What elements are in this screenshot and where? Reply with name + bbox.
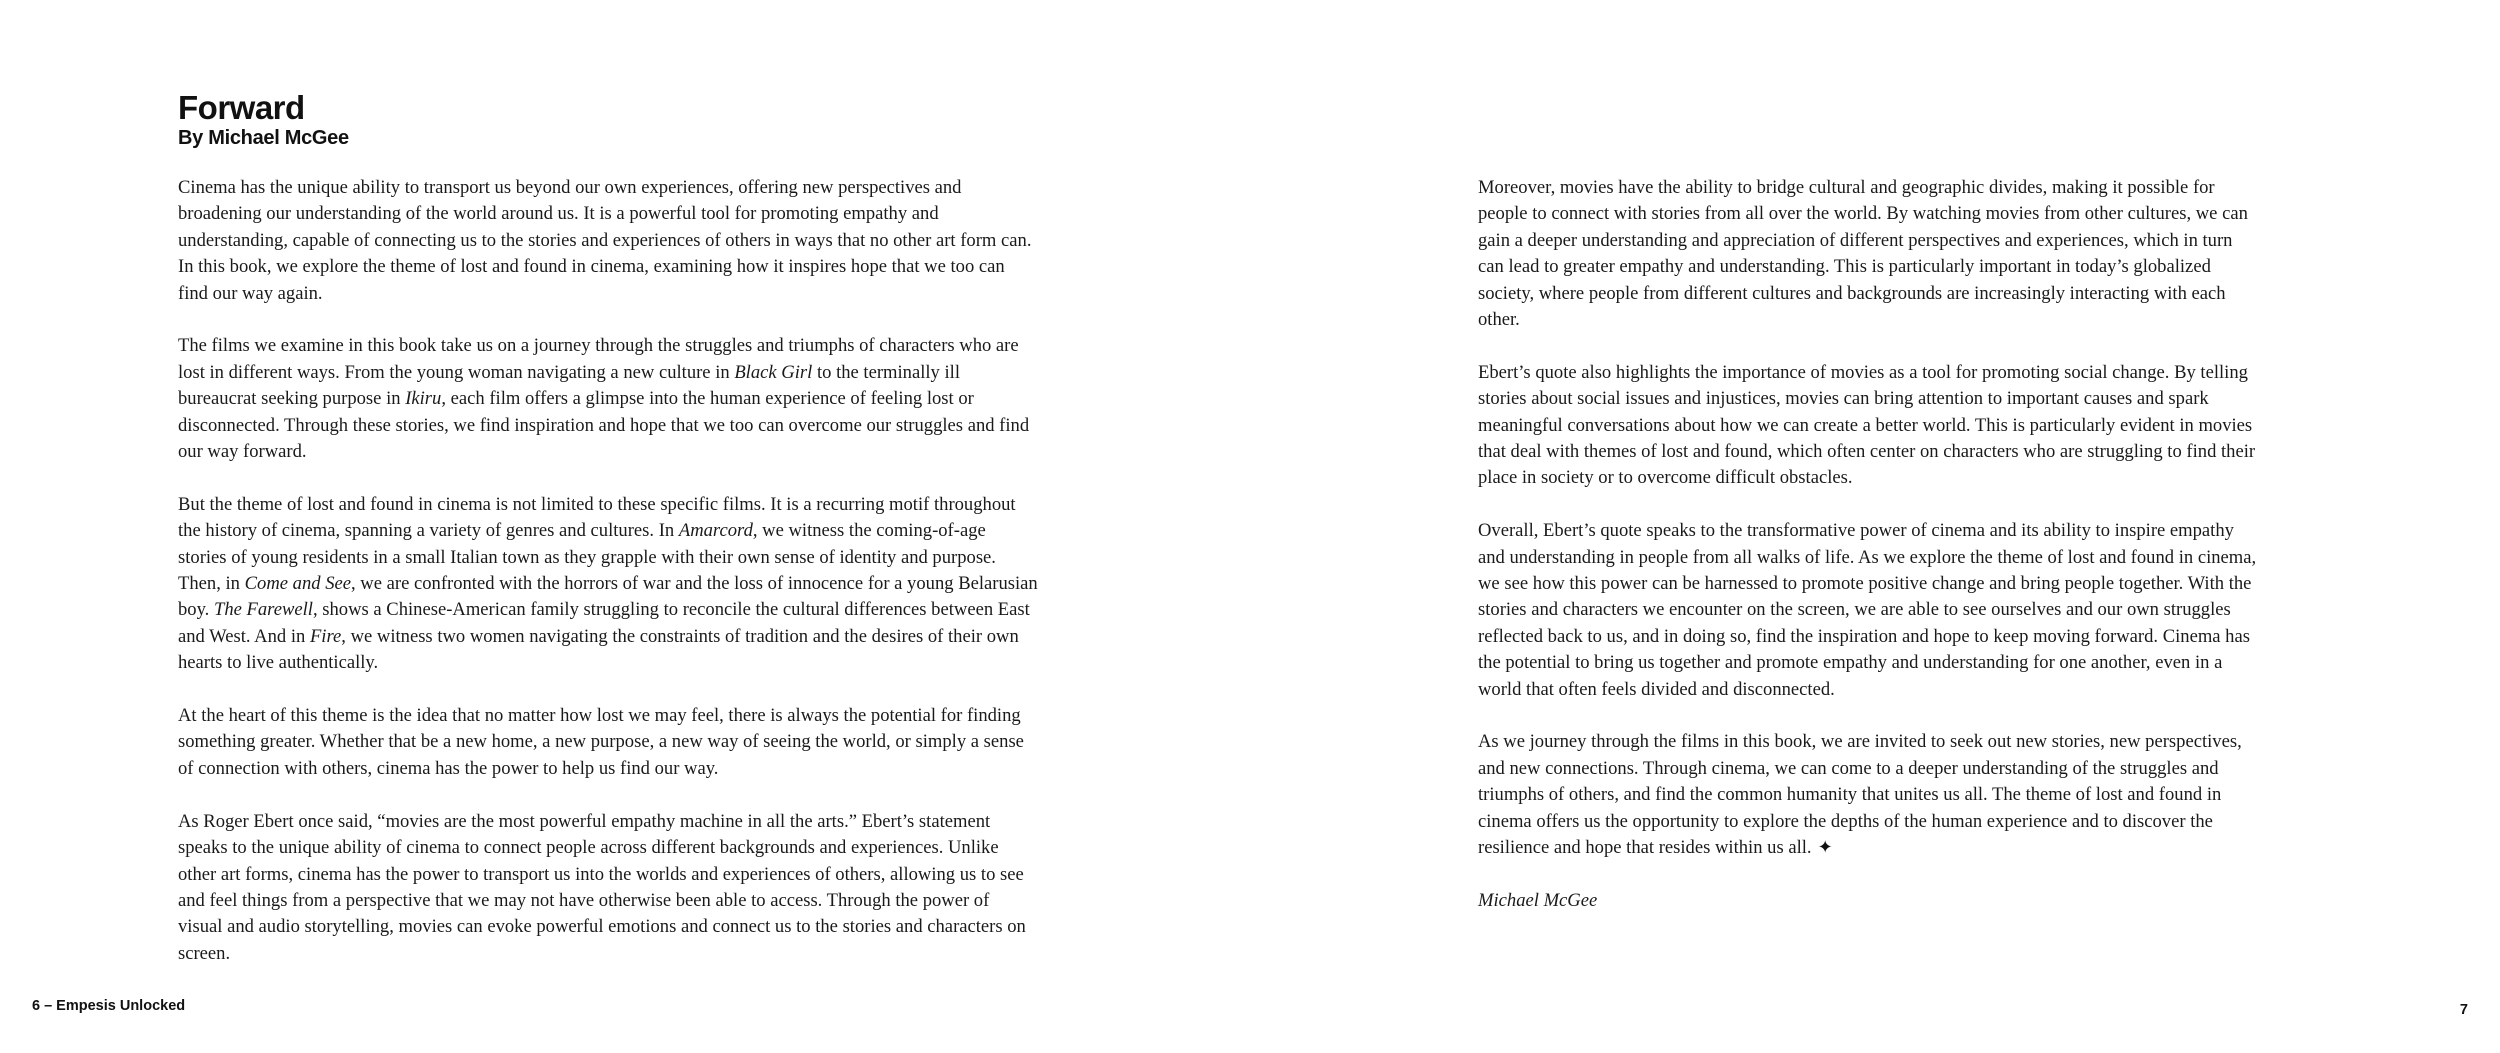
paragraph: Ebert’s quote also highlights the importance of movies as a tool for promoting social change. By telling stories about social issues and injustices, movies can bring attention to important causes and spark meaningful conversations about how we can create a better world. This is particularly evident in movies that deal with themes of lost and found, which often center on characters who are struggling to find their place in society or to overcome difficult obstacles. (1478, 361, 2256, 489)
paragraph: At the heart of this theme is the idea that no matter how lost we may feel, there is always the potential for finding something greater. Whether that be a new home, a new purpose, a new way of seeing the world, or simply a sense of connection with others, cinema has the power to help us find our way. (178, 705, 1024, 779)
paragraph-text: But the theme of lost and found in cinema is not limited to these specific films. It is a recurring motif throughout the history of cinema, spanning a variety of genres and cultures. In (178, 493, 1016, 542)
paragraph-text: As we journey through the films in this book, we are invited to seek out new stories, new perspectives, and new connections. Through cinema, we can come to a deeper understanding of the struggles and triumphs of others, and find the common humanity that unites us all. The theme of lost and found in cinema offers us the opportunity to explore the depths of the human experience and to discover the resilience and hope that resides within us all. (1478, 731, 2242, 859)
paragraph-text: , we witness the coming-of-age stories of young residents in a small Italian town as they grapple with their own sense of identity and purpose. Then, in (178, 520, 996, 595)
page-number-left: 6 – Empesis Unlocked (32, 998, 186, 1014)
right-text-column (1478, 175, 2258, 941)
paragraph: Moreover, movies have the ability to bridge cultural and geographic divides, making it possible for people to connect with stories from all over the world. By watching movies from other cultures, we can gain a deeper understanding and appreciation of different perspectives and experiences, which in turn can lead to greater empathy and understanding. This is particularly important in today’s globalized society, where people from different cultures and backgrounds are increasingly interacting with each other. (1478, 177, 2248, 331)
paragraph-text: , we witness two women navigating the constraints of tradition and the desires of their own hearts to live authentically. (178, 625, 1019, 674)
film-title: Fire (309, 625, 342, 647)
paragraph: Cinema has the unique ability to transport us beyond our own experiences, offering new perspectives and broadening our understanding of the world around us. It is a powerful tool for promoting empathy and understanding, capable of connecting us to the stories and experiences of others in ways that no other art form can. In this book, we explore the theme of lost and found in cinema, examining how it inspires hope that we too can find our way again. (178, 177, 1032, 304)
paragraph-text: The films we examine in this book take us on a journey through the struggles and triumphs of characters who are lost in different ways. From the young woman navigating a new culture in (178, 335, 1019, 383)
paragraph (1478, 729, 2258, 861)
film-title: Come and See (244, 573, 351, 595)
paragraph-text: , each film offers a glimpse into the human experience of feeling lost or disconnected. Through these stories, we find inspiration and hope that we too can overcome our struggles and find our way forward. (178, 388, 1030, 463)
paragraph: As Roger Ebert once said, “movies are the most powerful empathy machine in all the arts.” Ebert’s statement speaks to the unique ability of cinema to connect people across different backgrounds and experiences. Unlike other art forms, cinema has the power to transport us into the worlds and experiences of others, allowing us to see and feel things from a perspective that we may not have otherwise been able to access. Through the power of visual and audio storytelling, movies can evoke powerful emotions and connect us to the stories and characters on screen. (178, 810, 1026, 964)
page-number-right: 7 (2459, 1002, 2468, 1018)
paragraph (178, 492, 1038, 677)
film-title: Black Girl (734, 361, 813, 383)
paragraph: Overall, Ebert’s quote speaks to the transformative power of cinema and its ability to inspire empathy and understanding in people from all walks of life. As we explore the theme of lost and found in cinema, we see how this power can be harnessed to promote positive change and bring people together. With the stories and characters we encounter on the screen, we are able to see ourselves and our own struggles reflected back to us, and in doing so, find the inspiration and hope to keep moving forward. Cinema has the potential to bring us together and promote empathy and understanding for one another, even in a world that often feels divided and disconnected. (1478, 520, 2257, 700)
film-title: Amarcord (678, 520, 753, 542)
author-byline: By Michael McGee (178, 127, 349, 149)
paragraph (178, 333, 1038, 465)
right-page (1250, 0, 2500, 1053)
paragraph-text: , we are confronted with the horrors of war and the loss of innocence for a young Belarusian boy. (178, 573, 1038, 621)
paragraph-text: , shows a Chinese-American family struggling to reconcile the cultural differences between East and West. And in (178, 599, 1030, 647)
left-text-column (178, 175, 1038, 994)
author-signature: Michael McGee (1478, 889, 1598, 911)
film-title: The Farewell (213, 599, 313, 621)
film-title: Ikiru (405, 388, 442, 410)
end-mark-star-icon: ✦ (1817, 837, 1833, 859)
paragraph-text: to the terminally ill bureaucrat seeking purpose in (178, 361, 961, 410)
page-title: Forward (178, 89, 305, 126)
